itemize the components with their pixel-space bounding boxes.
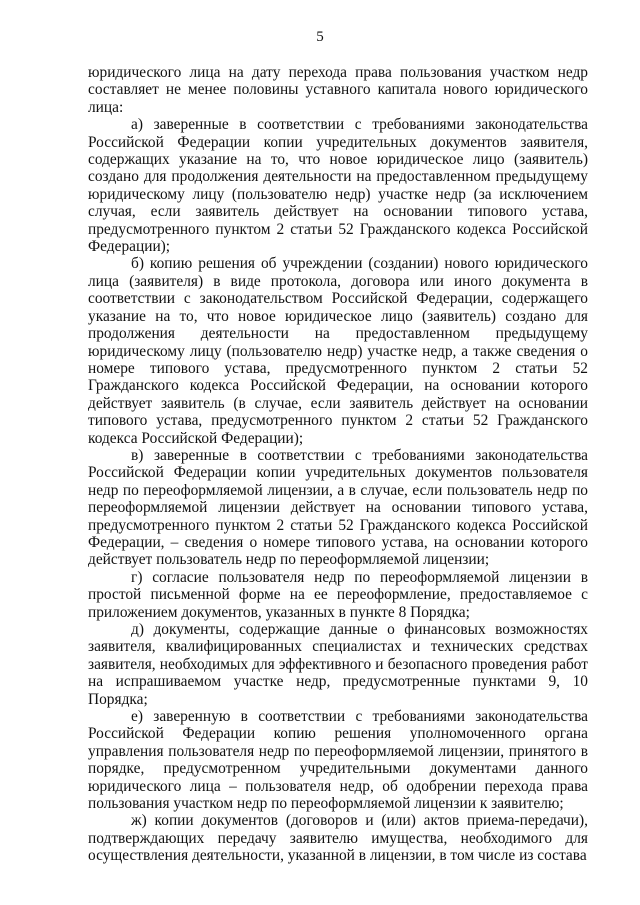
page-number: 5: [316, 29, 324, 45]
paragraph-item-zh: ж) копии документов (договоров и (или) актов приема-передачи), подтверждающих передачу заявителю имущества, необходимого для осуществления деятельности, указанной в лицензии, в том числе из состава: [88, 812, 588, 865]
paragraph-item-a: а) заверенные в соответствии с требованиями законодательства Российской Федерации копии учредительных документов заявителя, содержащих указание на то, что новое юридическое лицо (заявитель) создано для продолжения деятельности на предоставленном предыдущему юридическому лицу (пользователю недр) участке недр (за исключением случая, если заявитель действует на основании типового устава, предусмотренного пунктом 2 статьи 52 Гражданского кодекса Российской Федерации);: [88, 116, 588, 256]
paragraph-item-g: г) согласие пользователя недр по переоформляемой лицензии в простой письменной форме на ее переоформление, предоставляемое с приложением документов, указанных в пункте 8 Порядка;: [88, 568, 588, 621]
paragraph-continuation: юридического лица на дату перехода права пользования участком недр составляет не менее половины уставного капитала нового юридического лица:: [88, 64, 588, 116]
paragraph-item-b: б) копию решения об учреждении (создании) нового юридического лица (заявителя) в виде протокола, договора или иного документа в соответствии с законодательством Российской Федерации, содержащего указание на то, что новое юридическое лицо (заявитель) создано для продолжения деятельности на предоставленном предыдущему юридическому лицу (пользователю недр) участке недр, а также сведения о номере типового устава, предусмотренного пунктом 2 статьи 52 Гражданского кодекса Российской Федерации, на основании которого действует заявитель (в случае, если заявитель действует на основании типового устава, предусмотренного пунктом 2 статьи 52 Гражданского кодекса Российской Федерации);: [88, 255, 588, 447]
paragraph-item-v: в) заверенные в соответствии с требованиями законодательства Российской Федерации копии учредительных документов пользователя недр по переоформляемой лицензии, а в случае, если пользователь недр по переоформляемой лицензии действует на основании типового устава, предусмотренного пунктом 2 статьи 52 Гражданского кодекса Российской Федерации, – сведения о номере типового устава, на основании которого действует пользователь недр по переоформляемой лицензии;: [88, 446, 588, 569]
paragraph-item-e: е) заверенную в соответствии с требованиями законодательства Российской Федерации копию решения уполномоченного органа управления пользователя недр по переоформляемой лицензии, принятого в порядке, предусмотренном учредительными документами данного юридического лица – пользователя недр, об одобрении перехода права пользования участком недр по переоформляемой лицензии к заявителю;: [88, 708, 588, 813]
document-body: [88, 64, 588, 865]
paragraph-item-d: д) документы, содержащие данные о финансовых возможностях заявителя, квалифицированных специалистах и технических средствах заявителя, необходимых для эффективного и безопасного проведения работ на испрашиваемом участке недр, предусмотренные пунктами 9, 10 Порядка;: [88, 621, 588, 708]
